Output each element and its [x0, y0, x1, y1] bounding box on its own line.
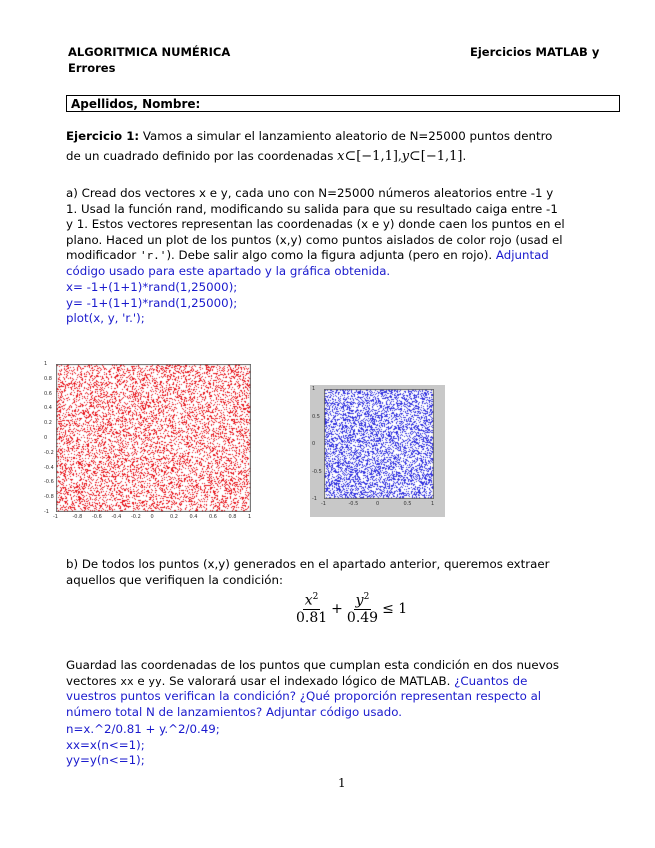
red-y-tick: 0.4	[44, 405, 52, 412]
red-y-tick: 0	[44, 435, 48, 441]
part-a-line2: 1. Usad la función rand, modificando su salida para que su resultado caiga entre -1	[66, 201, 558, 216]
blue-x-tick: 0.5	[403, 501, 412, 507]
name-box[interactable]	[66, 95, 620, 112]
var-yy: yy	[148, 674, 162, 688]
red-x-tick: 1	[248, 514, 252, 520]
part-a-line1: a) Cread dos vectores x e y, cada uno con N=25000 números aleatorios entre -1 y	[66, 186, 554, 200]
part-b-p2	[66, 674, 619, 690]
formula-exp: 2	[363, 592, 370, 602]
red-x-tick: -0.8	[72, 514, 83, 520]
part-a-modifier: 'r.'	[139, 249, 167, 263]
exercise1-intro-line2: de un cuadrado definido por las coordenadas x⊂[−1,1],y⊂[−1,1].	[66, 148, 467, 164]
red-y-tick: 0.2	[44, 420, 52, 427]
blue-x-tick: -1	[321, 501, 326, 507]
coord-x: x	[337, 149, 345, 164]
header-title: ALGORITMICA NUMÉRICA	[68, 45, 231, 59]
formula-x: x	[304, 592, 313, 609]
red-x-tick: 0	[150, 514, 154, 520]
red-y-tick: -0.4	[44, 464, 54, 471]
red-x-tick: 0.6	[209, 514, 217, 520]
part-b-text	[66, 557, 619, 588]
condition-formula	[296, 592, 407, 626]
part-a-line3: y 1. Estos vectores representan las coordenadas (x e y) donde caen los puntos en el	[66, 217, 565, 232]
red-x-tick: -0.6	[92, 514, 102, 520]
red-y-tick: -0.2	[44, 449, 54, 456]
blue-x-tick: 1	[431, 501, 435, 507]
part-a-line5-blue: Adjuntad	[495, 248, 549, 263]
blue-scatter-figure	[310, 385, 445, 517]
exercise1-intro-b: de un cuadrado definido por las coordenadas	[66, 149, 334, 163]
blue-y-tick: 0	[312, 441, 316, 447]
part-b-line2: aquellos que verifiquen la condición:	[66, 572, 283, 587]
red-y-tick: 0.6	[44, 390, 52, 397]
blue-y-tick: 1	[312, 386, 316, 392]
coord-x-range: [−1,1]	[356, 149, 398, 164]
coord-y: y	[401, 149, 410, 164]
part-b-p4: número total N de lanzamientos? Adjuntar código usado.	[66, 704, 403, 719]
part-b-paragraph	[66, 658, 619, 720]
exercise1-intro-a: Vamos a simular el lanzamiento aleatorio de N=25000 puntos dentro	[142, 129, 553, 143]
part-b-code	[66, 722, 220, 769]
code-line: n=x.^2/0.81 + y.^2/0.49;	[66, 722, 220, 736]
red-x-tick: 0.8	[228, 514, 237, 520]
blue-y-tick: -0.5	[312, 468, 322, 475]
p2-mid: e	[137, 673, 145, 688]
header-subtitle: Errores	[68, 61, 116, 75]
formula-y: y	[355, 592, 364, 609]
part-a-code	[66, 280, 237, 327]
red-y-tick: 0.8	[44, 375, 52, 382]
blue-scatter-plot	[324, 389, 434, 499]
part-a-text	[66, 186, 619, 280]
red-y-tick: -0.8	[44, 494, 54, 501]
red-y-tick: -0.6	[44, 479, 54, 486]
blue-x-tick: -0.5	[348, 501, 359, 507]
formula-plus: +	[331, 600, 343, 617]
coord-y-range: [−1,1]	[420, 149, 463, 164]
part-a-line4: plano. Haced un plot de los puntos (x,y) como puntos aislados de color rojo (usad el	[66, 232, 563, 247]
red-y-tick: 1	[44, 361, 48, 367]
var-xx: xx	[120, 674, 134, 688]
exercise1-intro	[66, 129, 619, 145]
part-a-line5-post: ). Debe salir algo como la figura adjunta (pero en rojo).	[166, 248, 493, 263]
p2-pre: vectores	[66, 673, 117, 688]
red-scatter-plot	[56, 364, 251, 512]
blue-y-tick: 0.5	[312, 413, 320, 420]
page-number: 1	[338, 776, 346, 790]
part-a-line5	[66, 248, 619, 264]
red-x-tick: -1	[53, 514, 58, 520]
red-x-tick: -0.2	[131, 514, 141, 520]
red-scatter-figure	[42, 360, 257, 525]
name-box-label: Apellidos, Nombre:	[71, 97, 201, 111]
code-line: yy=y(n<=1);	[66, 753, 145, 768]
formula-exp: 2	[312, 592, 319, 602]
formula-den2: 0.49	[346, 609, 379, 626]
p2-blue: ¿Cuantos de	[454, 673, 528, 688]
code-line: x= -1+(1+1)*rand(1,25000);	[66, 280, 238, 294]
formula-den1: 0.81	[296, 609, 328, 626]
blue-x-tick: 0	[376, 501, 380, 507]
part-b-p3: vuestros puntos verifican la condición? ¿Qué proporción representan respecto al	[66, 689, 542, 704]
code-line: y= -1+(1+1)*rand(1,25000);	[66, 295, 238, 310]
part-a-line6: código usado para este apartado y la gráfica obtenida.	[66, 263, 391, 278]
part-b-line1: b) De todos los puntos (x,y) generados en el apartado anterior, queremos extraer	[66, 557, 550, 571]
red-x-tick: 0.4	[189, 514, 198, 520]
part-a-line5-pre: modificador	[66, 248, 137, 263]
part-b-p1: Guardad las coordenadas de los puntos que cumplan esta condición en dos nuevos	[66, 658, 559, 672]
red-x-tick: -0.4	[111, 514, 122, 520]
blue-y-tick: -1	[312, 496, 317, 502]
code-line: plot(x, y, 'r.');	[66, 311, 145, 326]
red-y-tick: -1	[44, 509, 49, 515]
coord-sep: ,	[397, 149, 402, 163]
exercise1-title: Ejercicio 1:	[66, 129, 140, 143]
header-right: Ejercicios MATLAB y	[470, 45, 600, 59]
formula-relation: ≤ 1	[382, 600, 408, 617]
coord-end: .	[462, 149, 467, 163]
p2-post: . Se valorará usar el indexado lógico de MATLAB.	[161, 673, 451, 688]
red-x-tick: 0.2	[170, 514, 178, 520]
code-line: xx=x(n<=1);	[66, 737, 145, 752]
